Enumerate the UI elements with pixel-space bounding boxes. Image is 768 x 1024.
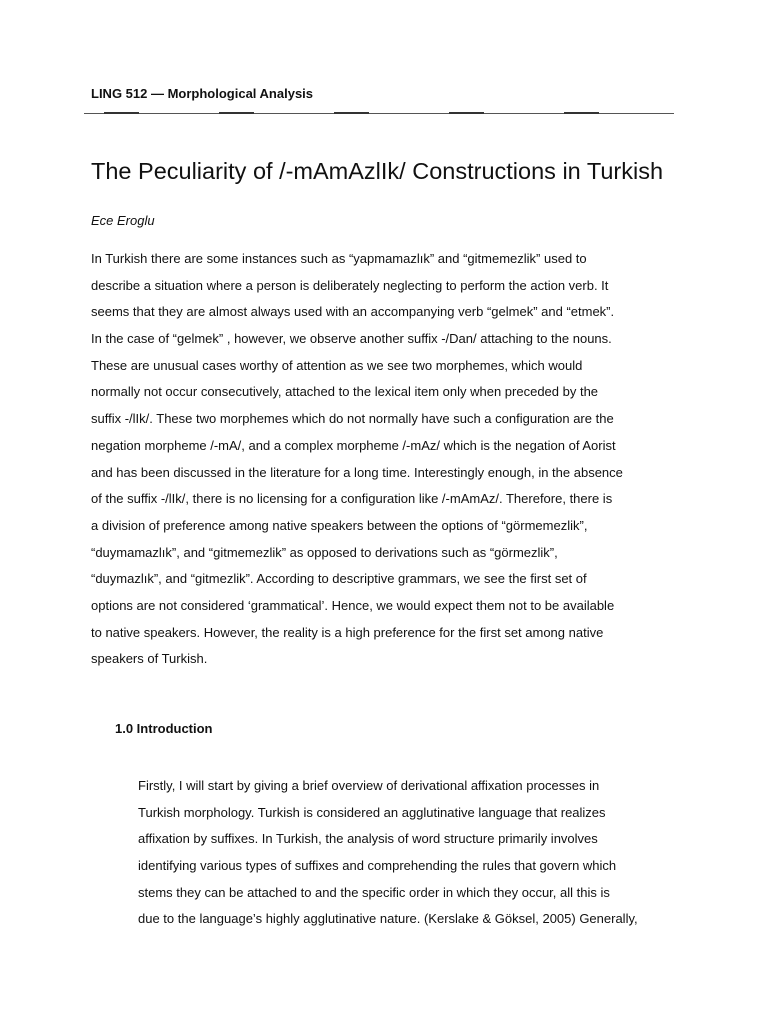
abstract-paragraph <box>91 246 677 673</box>
paragraph-line: In Turkish there are some instances such as “yapmamazlık” and “gitmemezlik” used to <box>91 251 587 266</box>
paragraph-line: options are not considered ‘grammatical’. Hence, we would expect them not to be available <box>91 597 615 613</box>
section-heading: 1.0 Introduction <box>115 721 213 736</box>
paragraph-line: Turkish morphology. Turkish is considered an agglutinative language that realizes <box>138 804 606 820</box>
paragraph-line: describe a situation where a person is deliberately neglecting to perform the action verb. It <box>91 277 609 293</box>
author-name: Ece Eroglu <box>91 213 155 228</box>
course-header: LING 512 — Morphological Analysis <box>91 86 314 101</box>
paragraph-line: These are unusual cases worthy of attention as we see two morphemes, which would <box>91 357 583 373</box>
paragraph-line: Firstly, I will start by giving a brief overview of derivational affixation processes in <box>138 778 600 793</box>
paragraph-line: a division of preference among native speakers between the options of “görmemezlik”, <box>91 517 588 533</box>
header-divider <box>84 113 674 114</box>
paragraph-line: negation morpheme /-mA/, and a complex morpheme /-mAz/ which is the negation of Aorist <box>91 437 616 453</box>
paragraph-line: speakers of Turkish. <box>91 651 208 667</box>
paragraph-line: stems they can be attached to and the specific order in which they occur, all this is <box>138 884 610 900</box>
document-title: The Peculiarity of /-mAmAzlIk/ Constructions in Turkish <box>91 158 664 184</box>
paragraph-line: identifying various types of suffixes and comprehending the rules that govern which <box>138 858 617 874</box>
paragraph-line: due to the language’s highly agglutinative nature. (Kerslake & Göksel, 2005) Generally, <box>138 911 638 927</box>
introduction-paragraph <box>138 773 678 933</box>
paragraph-line: to native speakers. However, the reality is a high preference for the first set among native <box>91 624 604 640</box>
paragraph-line: In the case of “gelmek” , however, we observe another suffix -/Dan/ attaching to the nouns. <box>91 331 612 347</box>
paragraph-line: normally not occur consecutively, attached to the lexical item only when preceded by the <box>91 384 599 400</box>
paragraph-line: seems that they are almost always used with an accompanying verb “gelmek” and “etmek”. <box>91 304 615 320</box>
paragraph-line: suffix -/lIk/. These two morphemes which do not normally have such a configuration are the <box>91 411 614 427</box>
paragraph-line: and has been discussed in the literature for a long time. Interestingly enough, in the absence <box>91 464 623 480</box>
paragraph-line: affixation by suffixes. In Turkish, the analysis of word structure primarily involves <box>138 831 598 847</box>
paragraph-line: “duymamazlık”, and “gitmemezlik” as opposed to derivations such as “görmezlik”, <box>91 544 558 560</box>
paragraph-line: of the suffix -/lIk/, there is no licensing for a configuration like /-mAmAz/. Therefore, there is <box>91 491 613 507</box>
paragraph-line: “duymazlık”, and “gitmezlik”. According to descriptive grammars, we see the first set of <box>91 571 587 587</box>
